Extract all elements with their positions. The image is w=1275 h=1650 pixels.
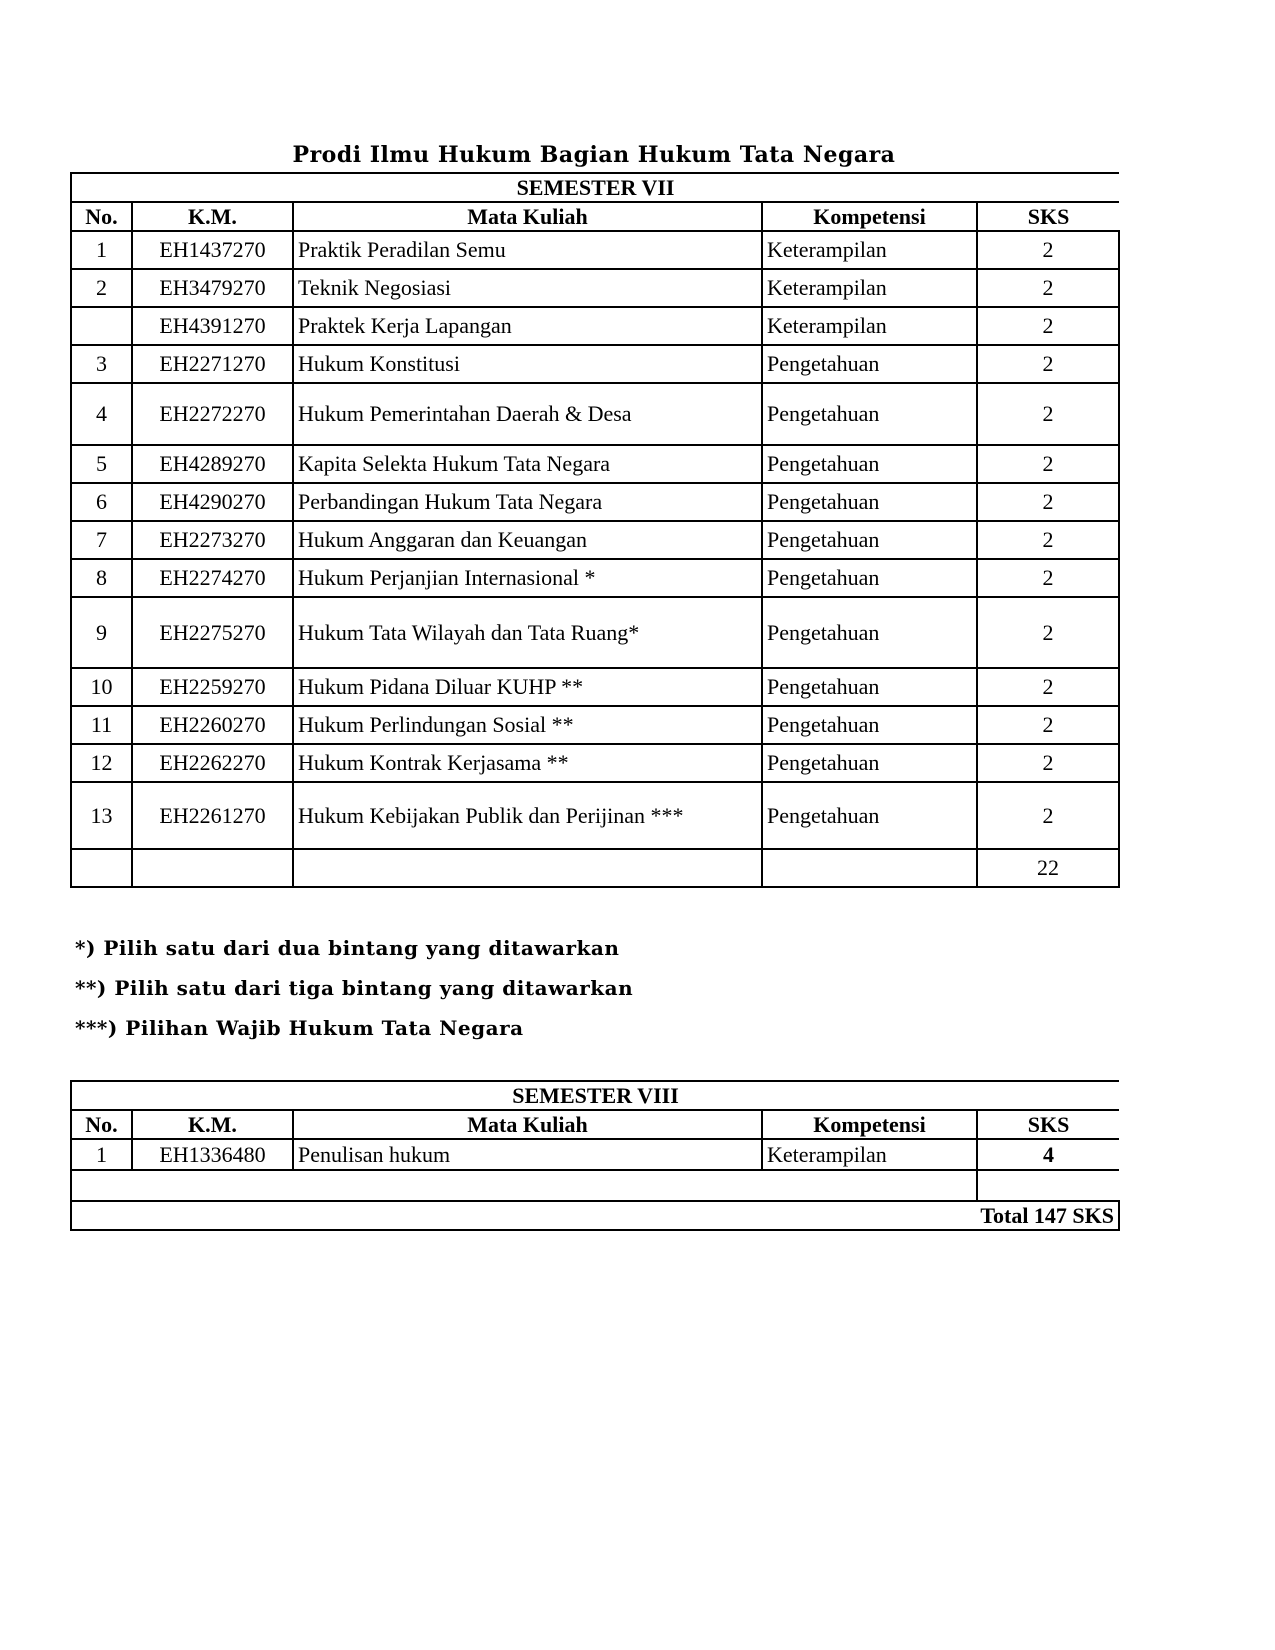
- cell-kompetensi: Pengetahuan: [762, 744, 977, 782]
- col-header-km: K.M.: [132, 1110, 293, 1139]
- col-header-no: No.: [71, 202, 132, 231]
- cell-sks: 2: [977, 269, 1119, 307]
- footnote: *) Pilih satu dari dua bintang yang ditawarkan: [75, 936, 620, 960]
- grand-total: Total 147 SKS: [71, 1201, 1119, 1230]
- table-row: [71, 345, 1119, 383]
- cell-mata-kuliah: Hukum Pidana Diluar KUHP **: [293, 668, 762, 706]
- table-row: [71, 483, 1119, 521]
- cell-mata-kuliah: Hukum Kebijakan Publik dan Perijinan ***: [293, 782, 762, 849]
- table-row: [71, 383, 1119, 445]
- empty-cell: [977, 1170, 1119, 1201]
- table-row: [71, 744, 1119, 782]
- semester-8-header: SEMESTER VIII: [71, 1081, 1119, 1110]
- page-title: Prodi Ilmu Hukum Bagian Hukum Tata Negara: [292, 142, 896, 168]
- cell-km: EH2262270: [132, 744, 293, 782]
- cell-km: EH2271270: [132, 345, 293, 383]
- cell-no: 3: [71, 345, 132, 383]
- table-row: [71, 706, 1119, 744]
- col-header-kompetensi: Kompetensi: [762, 1110, 977, 1139]
- cell-mata-kuliah: Hukum Tata Wilayah dan Tata Ruang*: [293, 597, 762, 668]
- cell-no: 9: [71, 597, 132, 668]
- cell-sks: 2: [977, 744, 1119, 782]
- semester-7-table: [70, 172, 1120, 888]
- cell-km: EH3479270: [132, 269, 293, 307]
- cell-mata-kuliah: Hukum Anggaran dan Keuangan: [293, 521, 762, 559]
- cell-kompetensi: Pengetahuan: [762, 668, 977, 706]
- cell-kompetensi: Pengetahuan: [762, 597, 977, 668]
- cell-kompetensi: Keterampilan: [762, 307, 977, 345]
- cell-kompetensi: Keterampilan: [762, 269, 977, 307]
- cell-kompetensi: Pengetahuan: [762, 483, 977, 521]
- col-header-sks: SKS: [977, 1110, 1119, 1139]
- table-row: [71, 269, 1119, 307]
- cell-no: 12: [71, 744, 132, 782]
- empty-cell: [132, 849, 293, 887]
- cell-mata-kuliah: Praktek Kerja Lapangan: [293, 307, 762, 345]
- col-header-kompetensi: Kompetensi: [762, 202, 977, 231]
- cell-mata-kuliah: Hukum Konstitusi: [293, 345, 762, 383]
- cell-km: EH2259270: [132, 668, 293, 706]
- table-row: [71, 307, 1119, 345]
- cell-sks: 2: [977, 231, 1119, 269]
- cell-mata-kuliah: Hukum Pemerintahan Daerah & Desa: [293, 383, 762, 445]
- empty-cell: [293, 849, 762, 887]
- table-row: [71, 1139, 1119, 1170]
- cell-kompetensi: Pengetahuan: [762, 706, 977, 744]
- table-row: [71, 597, 1119, 668]
- cell-km: EH4290270: [132, 483, 293, 521]
- total-sks: 22: [977, 849, 1119, 887]
- cell-km: EH1437270: [132, 231, 293, 269]
- cell-km: EH1336480: [132, 1139, 293, 1170]
- cell-sks: 2: [977, 345, 1119, 383]
- cell-km: EH4289270: [132, 445, 293, 483]
- blank-row: [71, 1170, 1119, 1201]
- table-row: [71, 521, 1119, 559]
- total-row: [71, 849, 1119, 887]
- cell-sks: 2: [977, 559, 1119, 597]
- cell-mata-kuliah: Penulisan hukum: [293, 1139, 762, 1170]
- footnote: **) Pilih satu dari tiga bintang yang ditawarkan: [75, 976, 634, 1000]
- footnotes: [75, 928, 633, 1048]
- cell-sks: 2: [977, 521, 1119, 559]
- cell-sks: 2: [977, 782, 1119, 849]
- cell-km: EH2260270: [132, 706, 293, 744]
- cell-sks: 2: [977, 445, 1119, 483]
- cell-km: EH4391270: [132, 307, 293, 345]
- col-header-km: K.M.: [132, 202, 293, 231]
- cell-no: 2: [71, 269, 132, 307]
- col-header-mata-kuliah: Mata Kuliah: [293, 1110, 762, 1139]
- column-header-row: [71, 202, 1119, 231]
- cell-mata-kuliah: Perbandingan Hukum Tata Negara: [293, 483, 762, 521]
- cell-kompetensi: Pengetahuan: [762, 521, 977, 559]
- empty-cell: [71, 849, 132, 887]
- col-header-no: No.: [71, 1110, 132, 1139]
- cell-sks: 2: [977, 383, 1119, 445]
- cell-no: 10: [71, 668, 132, 706]
- grand-total-row: [71, 1201, 1119, 1230]
- cell-km: EH2274270: [132, 559, 293, 597]
- cell-kompetensi: Keterampilan: [762, 1139, 977, 1170]
- col-header-sks: SKS: [977, 202, 1119, 231]
- cell-no: 1: [71, 1139, 132, 1170]
- table-row: [71, 445, 1119, 483]
- table-row: [71, 231, 1119, 269]
- cell-no: [71, 307, 132, 345]
- empty-cell: [71, 1170, 977, 1201]
- cell-mata-kuliah: Praktik Peradilan Semu: [293, 231, 762, 269]
- cell-no: 6: [71, 483, 132, 521]
- cell-kompetensi: Pengetahuan: [762, 559, 977, 597]
- cell-no: 5: [71, 445, 132, 483]
- cell-kompetensi: Pengetahuan: [762, 445, 977, 483]
- table-row: [71, 782, 1119, 849]
- cell-no: 11: [71, 706, 132, 744]
- footnote: ***) Pilihan Wajib Hukum Tata Negara: [75, 1016, 524, 1040]
- cell-sks: 2: [977, 307, 1119, 345]
- cell-no: 8: [71, 559, 132, 597]
- cell-mata-kuliah: Hukum Kontrak Kerjasama **: [293, 744, 762, 782]
- cell-sks: 2: [977, 668, 1119, 706]
- column-header-row: [71, 1110, 1119, 1139]
- cell-sks: 4: [977, 1139, 1119, 1170]
- cell-no: 1: [71, 231, 132, 269]
- cell-no: 7: [71, 521, 132, 559]
- semester-8-table: [70, 1080, 1120, 1231]
- cell-mata-kuliah: Hukum Perjanjian Internasional *: [293, 559, 762, 597]
- cell-kompetensi: Pengetahuan: [762, 782, 977, 849]
- cell-km: EH2272270: [132, 383, 293, 445]
- cell-mata-kuliah: Kapita Selekta Hukum Tata Negara: [293, 445, 762, 483]
- cell-km: EH2261270: [132, 782, 293, 849]
- cell-mata-kuliah: Teknik Negosiasi: [293, 269, 762, 307]
- cell-no: 13: [71, 782, 132, 849]
- cell-sks: 2: [977, 483, 1119, 521]
- cell-sks: 2: [977, 597, 1119, 668]
- cell-km: EH2273270: [132, 521, 293, 559]
- cell-kompetensi: Pengetahuan: [762, 383, 977, 445]
- cell-km: EH2275270: [132, 597, 293, 668]
- cell-sks: 2: [977, 706, 1119, 744]
- cell-kompetensi: Keterampilan: [762, 231, 977, 269]
- cell-kompetensi: Pengetahuan: [762, 345, 977, 383]
- table-row: [71, 668, 1119, 706]
- col-header-mata-kuliah: Mata Kuliah: [293, 202, 762, 231]
- cell-no: 4: [71, 383, 132, 445]
- table-row: [71, 559, 1119, 597]
- cell-mata-kuliah: Hukum Perlindungan Sosial **: [293, 706, 762, 744]
- empty-cell: [762, 849, 977, 887]
- semester-7-header: SEMESTER VII: [71, 173, 1119, 202]
